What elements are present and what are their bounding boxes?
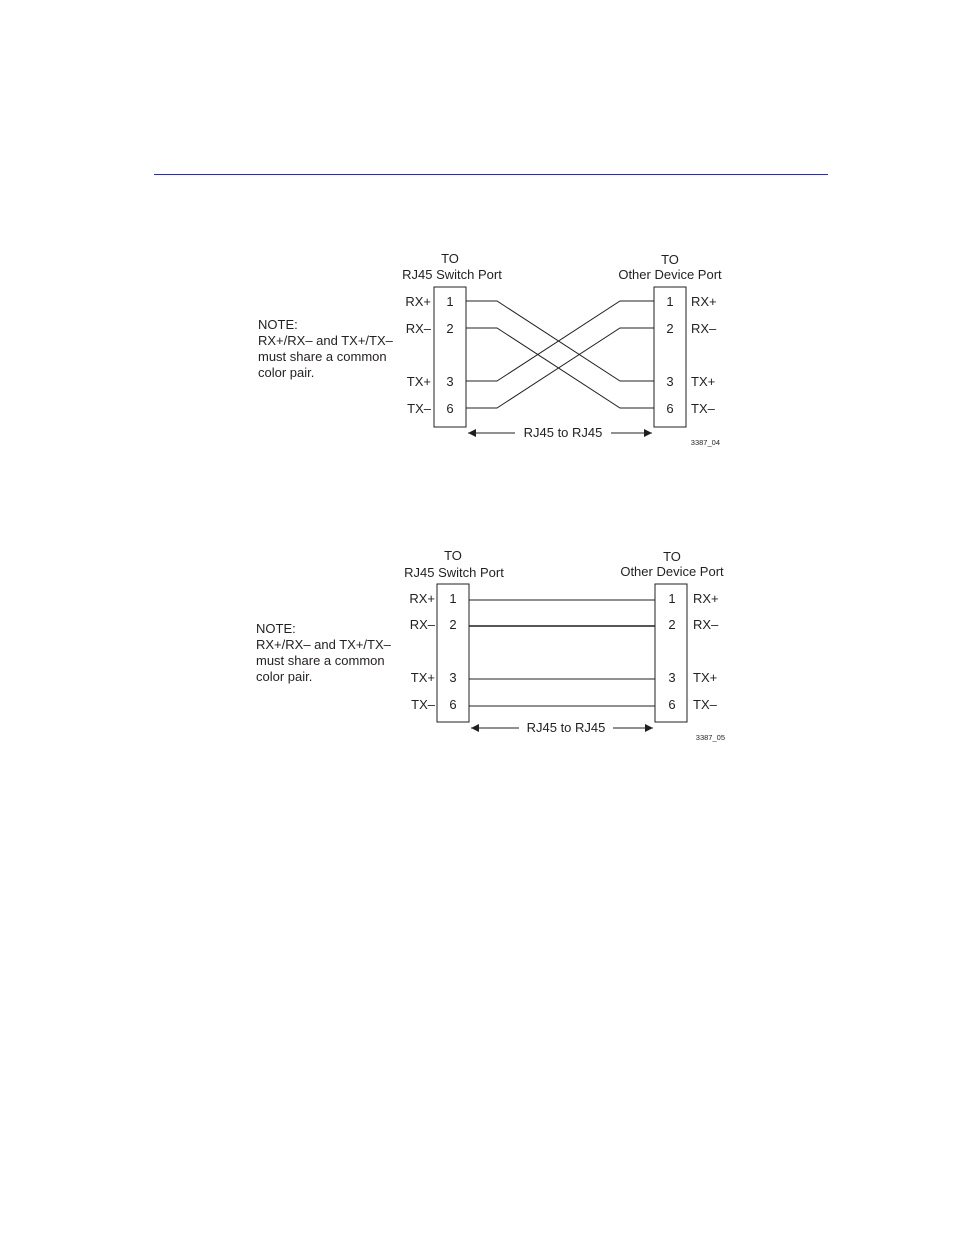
right-signal-label: RX+ <box>691 294 717 309</box>
right-header-port: Other Device Port <box>618 267 722 282</box>
right-pin-number: 1 <box>668 591 676 606</box>
right-pin-number: 1 <box>666 294 674 309</box>
right-signal-label: TX– <box>691 401 715 416</box>
right-header-port: Other Device Port <box>620 564 724 579</box>
left-signal-label: TX– <box>411 697 435 712</box>
note-text <box>258 317 394 380</box>
note-line: color pair. <box>256 669 313 684</box>
left-header-to: TO <box>441 251 459 266</box>
left-pin-number: 3 <box>446 374 454 389</box>
right-header-to: TO <box>663 549 681 564</box>
straight-wires <box>469 600 655 706</box>
left-header-port: RJ45 Switch Port <box>402 267 502 282</box>
left-signal-label: RX– <box>409 617 435 632</box>
left-pin-number: 6 <box>449 697 457 712</box>
note-line: must share a common <box>256 653 385 668</box>
right-header-to: TO <box>661 252 679 267</box>
note-line: RX+/RX– and TX+/TX– <box>256 637 391 652</box>
left-signal-label: RX+ <box>405 294 431 309</box>
cable-label: RJ45 to RJ45 <box>523 425 603 440</box>
right-pin-number: 2 <box>666 321 674 336</box>
note-line: NOTE: <box>258 317 298 332</box>
note-line: must share a common <box>258 349 387 364</box>
left-pin-number: 3 <box>449 670 457 685</box>
straight-diagram <box>256 548 725 742</box>
left-pin-number: 6 <box>446 401 454 416</box>
left-header-to: TO <box>444 548 462 563</box>
note-line: color pair. <box>258 365 315 380</box>
left-pin-number: 2 <box>446 321 454 336</box>
figure-id: 3387_05 <box>695 733 725 742</box>
left-signal-label: TX+ <box>410 670 435 685</box>
right-pin-number: 2 <box>668 617 676 632</box>
crossover-diagram <box>258 251 722 447</box>
right-signal-label: TX+ <box>693 670 718 685</box>
right-pin-number: 3 <box>666 374 674 389</box>
left-pin-number: 2 <box>449 617 457 632</box>
left-signal-label: RX+ <box>409 591 435 606</box>
crossover-wires <box>466 301 654 408</box>
left-signal-label: TX+ <box>406 374 431 389</box>
right-pin-number: 3 <box>668 670 676 685</box>
left-pin-number: 1 <box>446 294 454 309</box>
left-signal-label: TX– <box>407 401 431 416</box>
note-text <box>256 621 392 684</box>
left-pin-number: 1 <box>449 591 457 606</box>
left-signal-label: RX– <box>405 321 431 336</box>
right-signal-label: RX– <box>691 321 717 336</box>
note-line: RX+/RX– and TX+/TX– <box>258 333 393 348</box>
right-signal-label: RX– <box>693 617 719 632</box>
right-pin-number: 6 <box>668 697 676 712</box>
right-signal-label: TX– <box>693 697 717 712</box>
cable-label: RJ45 to RJ45 <box>526 720 606 735</box>
right-signal-label: TX+ <box>691 374 716 389</box>
left-header-port: RJ45 Switch Port <box>404 565 504 580</box>
right-pin-number: 6 <box>666 401 674 416</box>
note-line: NOTE: <box>256 621 296 636</box>
figure-id: 3387_04 <box>690 438 720 447</box>
right-signal-label: RX+ <box>693 591 719 606</box>
